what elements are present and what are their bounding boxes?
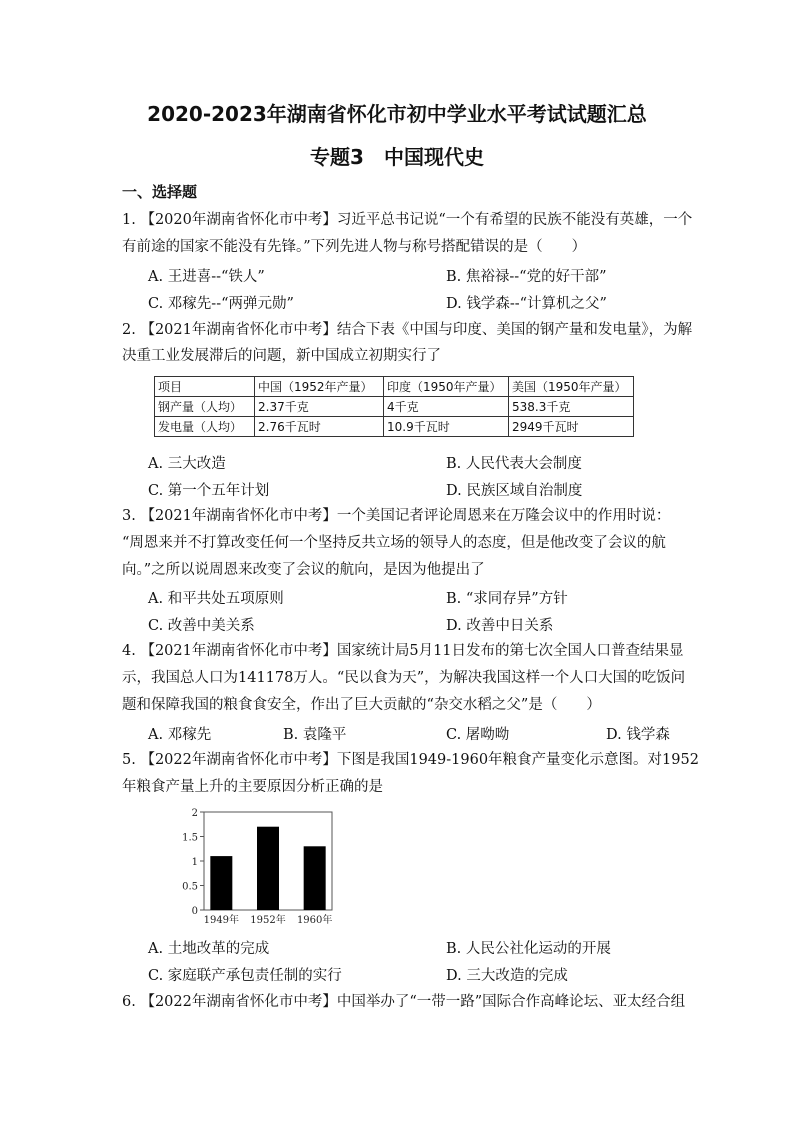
question-3-line-3: 向。”之所以说周恩来改变了会议的航向，是因为他提出了 — [122, 562, 485, 578]
question-1-line-2: 有前途的国家不能没有先锋。”下列先进人物与称号搭配错误的是（ ） — [122, 239, 587, 255]
q1-option-a[interactable]: A. 王进喜--“铁人” — [148, 269, 265, 285]
table-cell: 2949千瓦时 — [509, 417, 634, 437]
table-row — [155, 397, 634, 417]
question-3-line-2: “周恩来并不打算改变任何一个坚持反共立场的领导人的态度，但是他改变了会议的航 — [122, 535, 666, 551]
q1-option-c[interactable]: C. 邓稼先--“两弹元勋” — [148, 296, 294, 312]
table-header-cell: 中国（1952年产量） — [255, 377, 384, 397]
question-5-line-1: 5. 【2022年湖南省怀化市中考】下图是我国1949-1960年粮食产量变化示意图。对1952 — [122, 752, 699, 768]
question-6-line-1: 6. 【2022年湖南省怀化市中考】中国举办了“一带一路”国际合作高峰论坛、亚太经合组 — [122, 994, 686, 1010]
q2-option-a[interactable]: A. 三大改造 — [148, 456, 226, 472]
bar — [304, 846, 326, 910]
q2-option-d[interactable]: D. 民族区域自治制度 — [446, 483, 583, 499]
bar — [257, 827, 279, 910]
table-header-cell: 美国（1950年产量） — [509, 377, 634, 397]
q1-option-d[interactable]: D. 钱学森--“计算机之父” — [446, 296, 607, 312]
y-tick-label: 1 — [191, 857, 198, 868]
q2-option-b[interactable]: B. 人民代表大会制度 — [446, 456, 582, 472]
question-4-line-1: 4. 【2021年湖南省怀化市中考】国家统计局5月11日发布的第七次全国人口普查结果显 — [122, 643, 684, 659]
question-2-line-2: 决重工业发展滞后的问题，新中国成立初期实行了 — [122, 348, 441, 364]
x-tick-label: 1960年 — [296, 915, 333, 926]
q4-option-b[interactable]: B. 袁隆平 — [283, 727, 347, 743]
question-5-line-2: 年粮食产量上升的主要原因分析正确的是 — [122, 779, 383, 795]
q3-option-c[interactable]: C. 改善中美关系 — [148, 618, 255, 634]
table-header-row — [155, 377, 634, 397]
grain-production-chart — [180, 800, 350, 930]
bar — [210, 856, 232, 910]
y-tick-label: 0 — [191, 906, 198, 917]
table-cell: 10.9千瓦时 — [384, 417, 509, 437]
steel-electricity-table — [154, 376, 634, 437]
x-tick-label: 1952年 — [250, 915, 286, 926]
y-tick-label: 0.5 — [182, 881, 198, 893]
q5-option-b[interactable]: B. 人民公社化运动的开展 — [446, 941, 611, 957]
q1-option-b[interactable]: B. 焦裕禄--“党的好干部” — [446, 269, 607, 285]
table-cell: 2.76千瓦时 — [255, 417, 384, 437]
question-1-line-1: 1. 【2020年湖南省怀化市中考】习近平总书记说“一个有希望的民族不能没有英雄，一个 — [122, 212, 693, 228]
section-heading: 一、选择题 — [122, 183, 198, 201]
q3-option-b[interactable]: B. “求同存异”方针 — [446, 591, 568, 607]
table-cell: 钢产量（人均） — [155, 397, 255, 417]
table-cell: 2.37千克 — [255, 397, 384, 417]
table-header-cell: 印度（1950年产量） — [384, 377, 509, 397]
y-tick-label: 1.5 — [182, 832, 198, 844]
question-4-line-2: 示，我国总人口为141178万人。“民以食为天”，为解决我国这样一个人口大国的吃饭问 — [122, 670, 686, 686]
q2-option-c[interactable]: C. 第一个五年计划 — [148, 483, 270, 499]
q4-option-d[interactable]: D. 钱学森 — [606, 727, 670, 743]
question-4-line-3: 题和保障我国的粮食食安全，作出了巨大贡献的“杂交水稻之父”是（ ） — [122, 697, 601, 713]
question-2-line-1: 2. 【2021年湖南省怀化市中考】结合下表《中国与印度、美国的钢产量和发电量》，为解 — [122, 322, 693, 338]
q3-option-d[interactable]: D. 改善中日关系 — [446, 618, 554, 634]
table-cell: 4千克 — [384, 397, 509, 417]
table-cell: 538.3千克 — [509, 397, 634, 417]
q5-option-d[interactable]: D. 三大改造的完成 — [446, 968, 568, 984]
q4-option-a[interactable]: A. 邓稼先 — [148, 727, 212, 743]
table-cell: 发电量（人均） — [155, 417, 255, 437]
x-tick-label: 1949年 — [203, 915, 240, 926]
page-subtitle: 专题3 中国现代史 — [310, 145, 484, 169]
q4-option-c[interactable]: C. 屠呦呦 — [446, 727, 510, 743]
y-tick-label: 2 — [191, 808, 198, 819]
table-header-cell: 项目 — [155, 377, 255, 397]
table-row — [155, 417, 634, 437]
q5-option-a[interactable]: A. 土地改革的完成 — [148, 941, 270, 957]
page-title: 2020-2023年湖南省怀化市初中学业水平考试试题汇总 — [147, 102, 647, 126]
q5-option-c[interactable]: C. 家庭联产承包责任制的实行 — [148, 968, 342, 984]
q3-option-a[interactable]: A. 和平共处五项原则 — [148, 591, 284, 607]
question-3-line-1: 3. 【2021年湖南省怀化市中考】一个美国记者评论周恩来在万隆会议中的作用时说： — [122, 508, 671, 524]
